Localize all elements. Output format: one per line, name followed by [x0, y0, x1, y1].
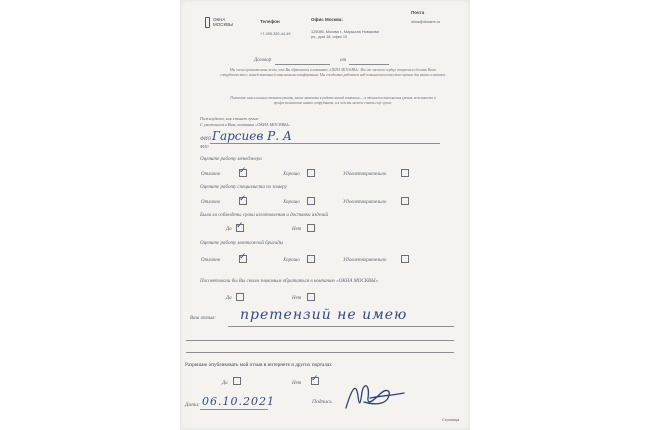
q4-option-good: Хорошо [283, 258, 300, 263]
mail-label: Почта [411, 10, 425, 15]
contract-from-label: от [340, 58, 347, 63]
date-label: Дата: [185, 402, 200, 408]
review-line-3 [186, 352, 454, 353]
date-handwritten: 06.10.2021 [202, 395, 275, 408]
ask-line-1: Пожалуйста, как станет лучше. [200, 116, 260, 121]
office-line-2: ул., дом 18, офис 10 [311, 35, 348, 39]
q5-option-yes: Да [226, 296, 232, 301]
signature-scribble [340, 378, 410, 418]
logo-line-1: ОКНА [213, 17, 226, 22]
q4-checkbox-good[interactable] [307, 255, 315, 263]
q4-option-satisfactory: Удовлетворительно [343, 258, 387, 263]
mail-value: okna@oknamr.ru [411, 20, 440, 24]
contract-label: Договор [254, 58, 272, 63]
publish-question: Разрешаю опубликовать мой отзыв в интернете и других порталах [185, 362, 332, 368]
review-line-2 [186, 340, 454, 341]
q1-checkbox-good[interactable] [307, 169, 315, 177]
q1-checkbox-satisfactory[interactable] [401, 169, 409, 177]
feedback-form-sheet [180, 0, 470, 430]
q3-check-mark: ✓ [236, 221, 244, 231]
q2-checkbox-good[interactable] [307, 197, 315, 205]
review-line-1 [228, 326, 454, 327]
signature-label: Подпись [312, 399, 332, 405]
q1-title: Оцените работу менеджера [200, 157, 262, 162]
phone-label: Телефон [260, 19, 280, 24]
q3-title: Были ли соблюдены сроки изготовления и доставки изделий [200, 213, 328, 218]
logo-window-icon [205, 17, 210, 28]
name-label: ФИО [200, 137, 212, 142]
q4-check-mark: ✓ [239, 252, 247, 262]
intro-paragraph-2: Помогите нам и нашим отзывом узнать, какие моменты в работе нашей компании — в точности выполнения сроков, вежливости и профессионализме наших сотрудников, и в чём мы можем стать ещё лучше. [230, 96, 436, 105]
publish-check-mark: ✓ [311, 374, 319, 384]
office-line-1: 125085, Москва г., Маршала Новикова [311, 30, 379, 34]
name-underline [210, 143, 440, 144]
logo-line-2: МОСКВЫ [213, 22, 234, 27]
intro-paragraph-1: Мы очень признательны за то, что Вы обратились в компанию «ОКНА МОСКВЫ». Мы от чистого сердца стараемся сделать Ваше сотрудничество с нашей компанией максимально комфортным. Мы ежедневно работаем над повышением качества сервиса для наших клиентов. [220, 68, 446, 77]
q2-option-good: Хорошо [283, 200, 300, 205]
contract-number-line [275, 64, 330, 65]
contract-date-line [349, 64, 389, 65]
q5-option-no: Нет [292, 296, 302, 301]
q3-option-no: Нет [292, 227, 302, 232]
publish-checkbox-yes[interactable] [233, 377, 241, 385]
name-handwritten: Гарсиев Р. А [212, 129, 292, 143]
q2-check-mark: ✓ [239, 194, 247, 204]
review-handwritten: претензий не имею [240, 307, 408, 323]
review-label: Ваш отзыв: [190, 316, 216, 321]
name-caption: ФИО [200, 145, 209, 149]
q1-option-satisfactory: Удовлетворительно [343, 172, 387, 177]
q4-option-excellent: Отлично [201, 258, 221, 263]
page-label: Страница [442, 418, 460, 422]
publish-option-yes: Да [222, 381, 228, 386]
q4-title: Оцените работу монтажной бригады [200, 241, 284, 246]
q3-option-yes: Да [226, 227, 232, 232]
date-underline [200, 409, 268, 410]
phone-value: +7-495-320-44-49 [260, 32, 291, 36]
q5-checkbox-yes[interactable] [236, 293, 244, 301]
office-label: Офис Москва: [311, 17, 343, 22]
ask-line-2: С уважением к Вам, компания «ОКНА МОСКВЫ» [200, 122, 291, 127]
q4-checkbox-satisfactory[interactable] [401, 255, 409, 263]
q5-title: Посоветовали бы Вы своим знакомым обратиться в компанию «ОКНА МОСКВЫ» [200, 279, 378, 284]
q3-checkbox-no[interactable] [307, 224, 315, 232]
q2-title: Оцените работу специалиста по замеру [200, 185, 287, 190]
q2-option-satisfactory: Удовлетворительно [343, 200, 387, 205]
q1-option-excellent: Отлично [201, 172, 221, 177]
q2-option-excellent: Отлично [201, 200, 221, 205]
publish-option-no: Нет [292, 381, 302, 386]
q2-checkbox-satisfactory[interactable] [401, 197, 409, 205]
q5-checkbox-no[interactable] [307, 293, 315, 301]
q1-option-good: Хорошо [283, 172, 300, 177]
q1-check-mark: ✓ [239, 166, 247, 176]
